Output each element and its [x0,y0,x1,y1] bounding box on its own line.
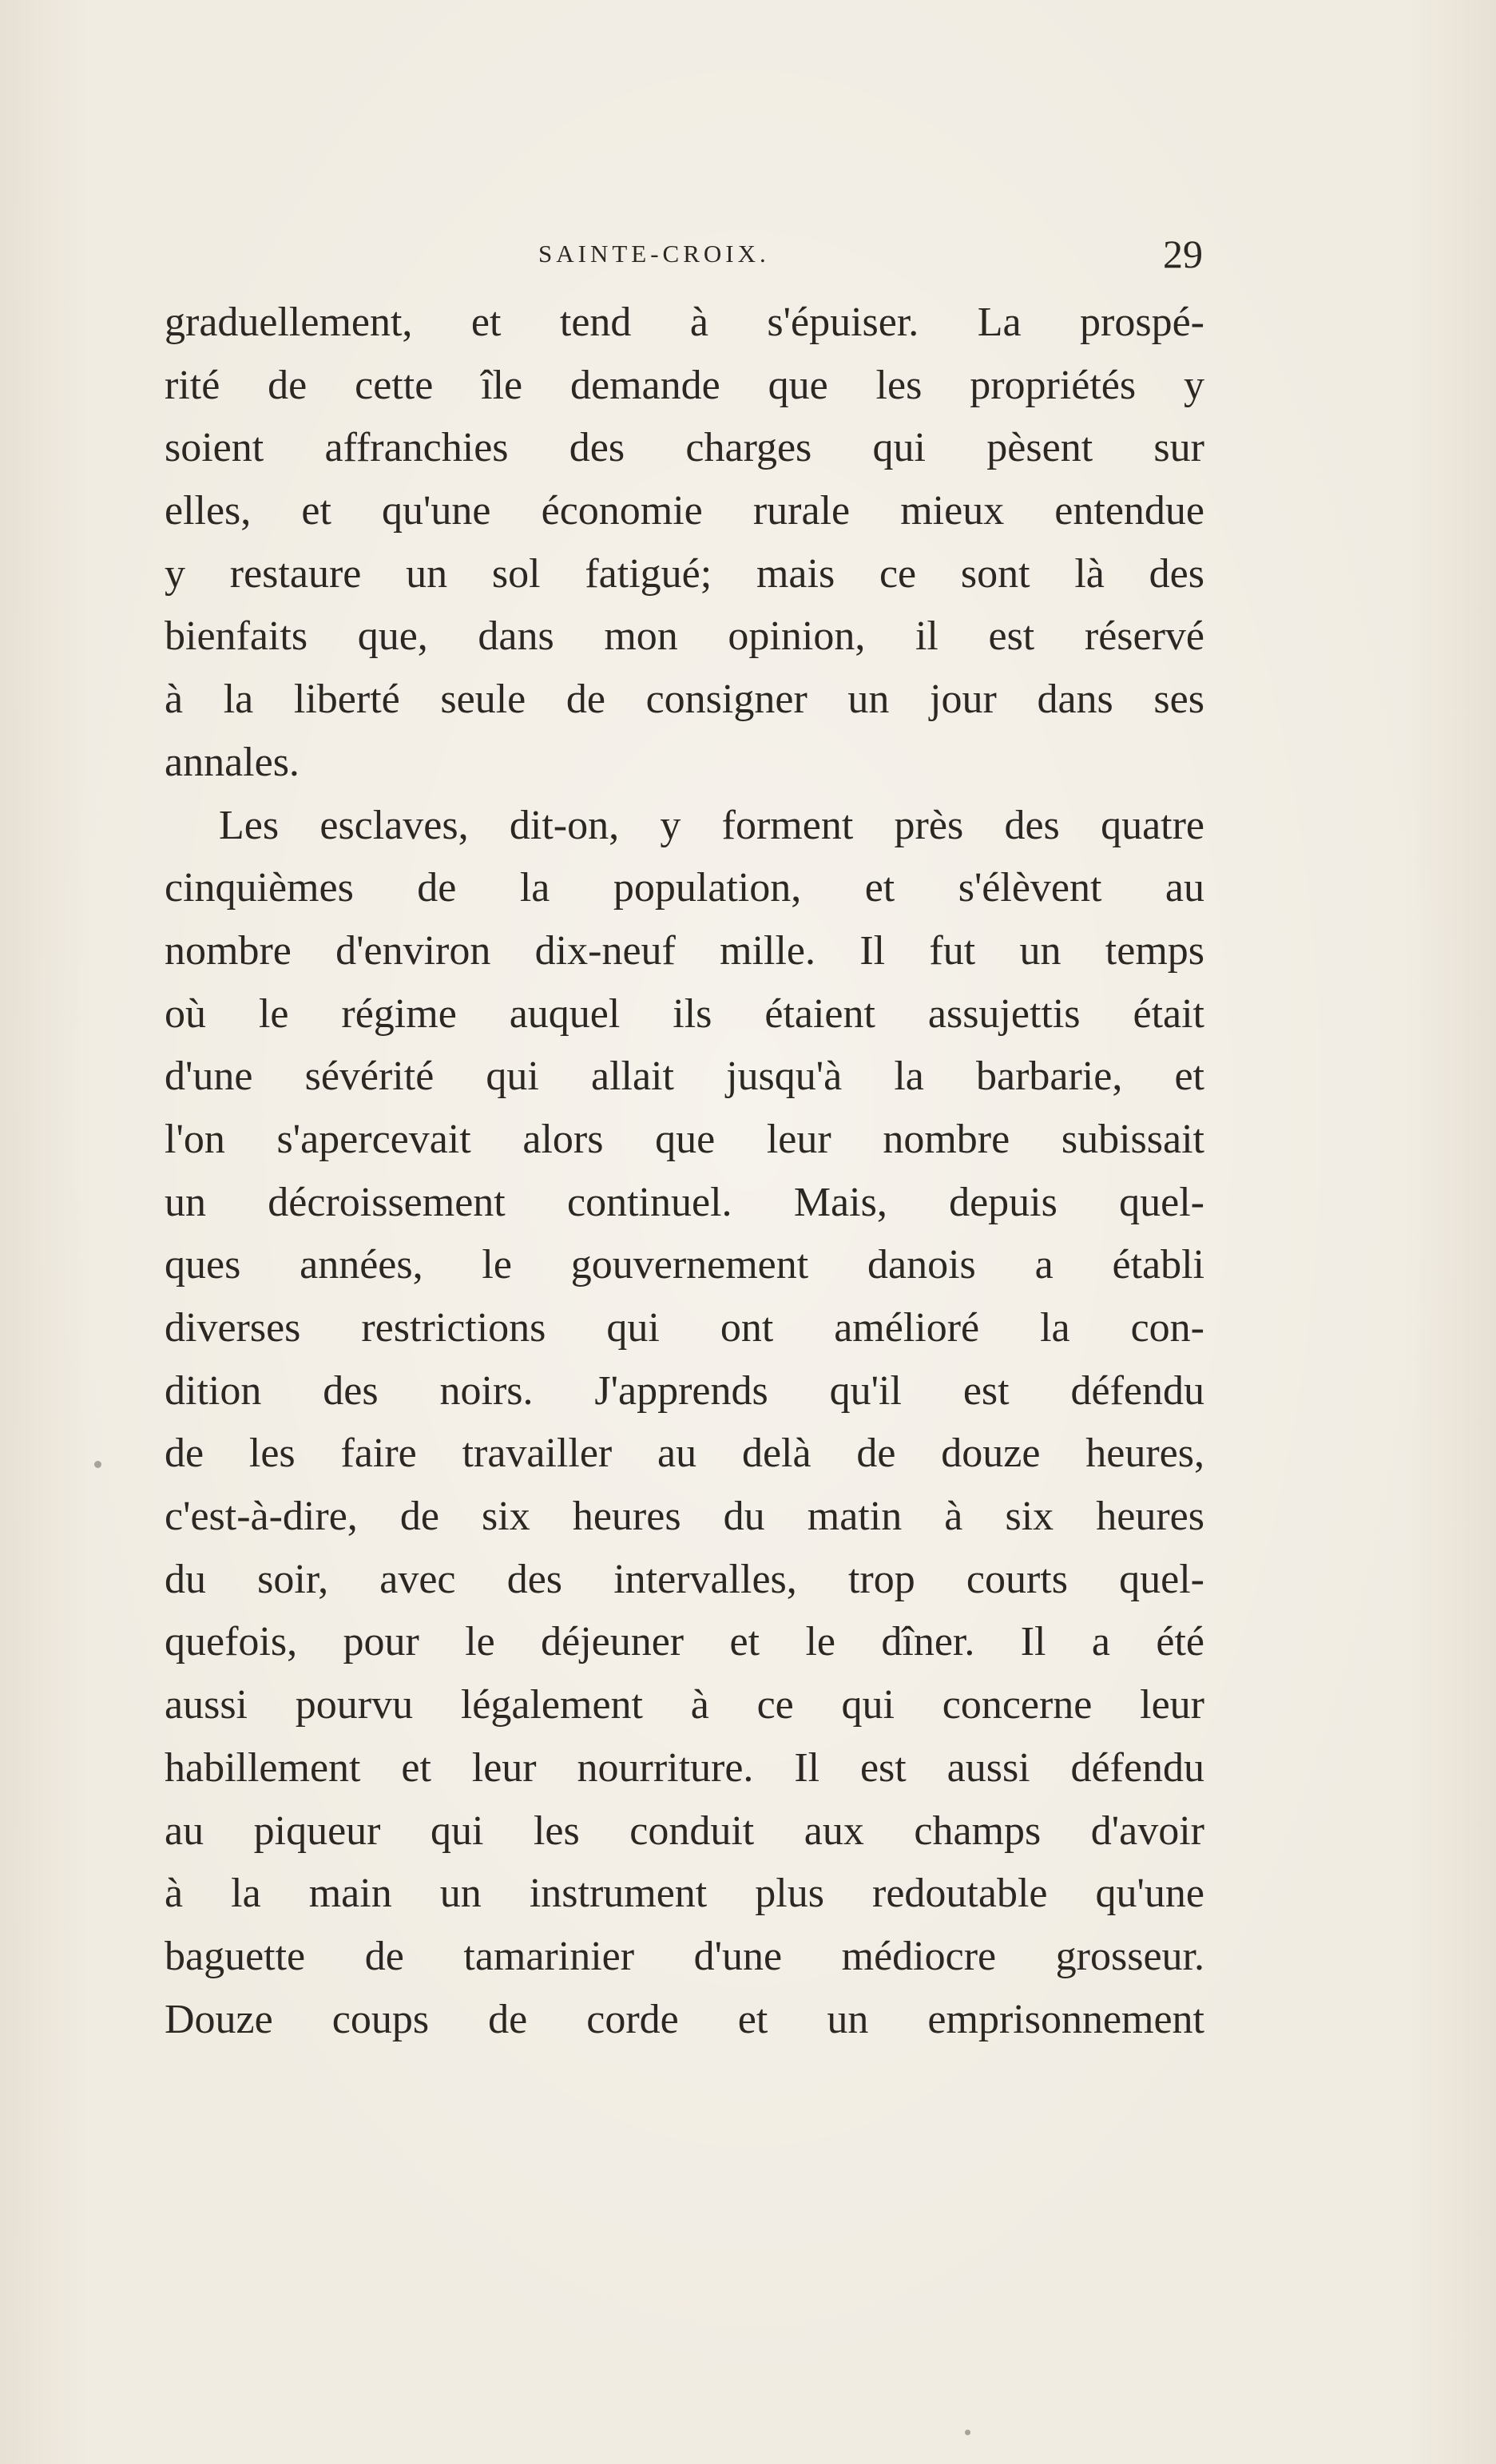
text-line: où le régime auquel ils étaient assujettis était [165,990,1204,1037]
text-line: annales. [165,739,300,785]
page-header [165,230,1203,278]
text-line: d'une sévérité qui allait jusqu'à la barbarie, et [165,1053,1204,1100]
text-line: au piqueur qui les conduit aux champs d'avoir [165,1807,1204,1854]
text-line: bienfaits que, dans mon opinion, il est réservé [165,613,1204,660]
text-line: rité de cette île demande que les propriétés y [165,362,1204,408]
running-head: SAINTE-CROIX. [538,240,770,268]
text-line: Douze coups de corde et un emprisonnement [165,1996,1204,2042]
body-text [165,292,1204,2051]
text-line: de les faire travailler au delà de douze heures, [165,1430,1204,1477]
text-line: nombre d'environ dix-neuf mille. Il fut un temps [165,927,1204,974]
text-line: à la liberté seule de consigner un jour dans ses [165,677,1204,723]
text-line: soient affranchies des charges qui pèsent sur [165,425,1204,471]
text-line: baguette de tamarinier d'une médiocre grosseur. [165,1933,1204,1979]
text-line: un décroissement continuel. Mais, depuis quel- [165,1179,1204,1225]
text-line: quefois, pour le déjeuner et le dîner. Il a été [165,1619,1204,1665]
text-line: diverses restrictions qui ont amélioré la con- [165,1305,1204,1351]
text-line: graduellement, et tend à s'épuiser. La prospé- [165,300,1204,345]
text-line: à la main un instrument plus redoutable qu'une [165,1871,1204,1917]
text-line: du soir, avec des intervalles, trop courts quel- [165,1556,1204,1602]
paper-speck [965,2430,970,2435]
text-line: Les esclaves, dit-on, y forment près des quatre [219,802,1204,848]
text-line: y restaure un sol fatigué; mais ce sont là des [165,550,1204,597]
text-line: habillement et leur nourriture. Il est aussi défendu [165,1744,1204,1791]
text-line: ques années, le gouvernement danois a établi [165,1242,1204,1288]
text-line: elles, et qu'une économie rurale mieux entendue [165,488,1204,534]
paper-speck [94,1461,101,1468]
text-line: c'est-à-dire, de six heures du matin à six heures [165,1494,1204,1540]
text-line: cinquièmes de la population, et s'élèvent au [165,865,1204,911]
text-line: l'on s'apercevait alors que leur nombre subissait [165,1116,1204,1162]
text-line: dition des noirs. J'apprends qu'il est défendu [165,1367,1204,1414]
page-number: 29 [1163,232,1203,276]
text-line: aussi pourvu légalement à ce qui concerne leur [165,1682,1204,1728]
